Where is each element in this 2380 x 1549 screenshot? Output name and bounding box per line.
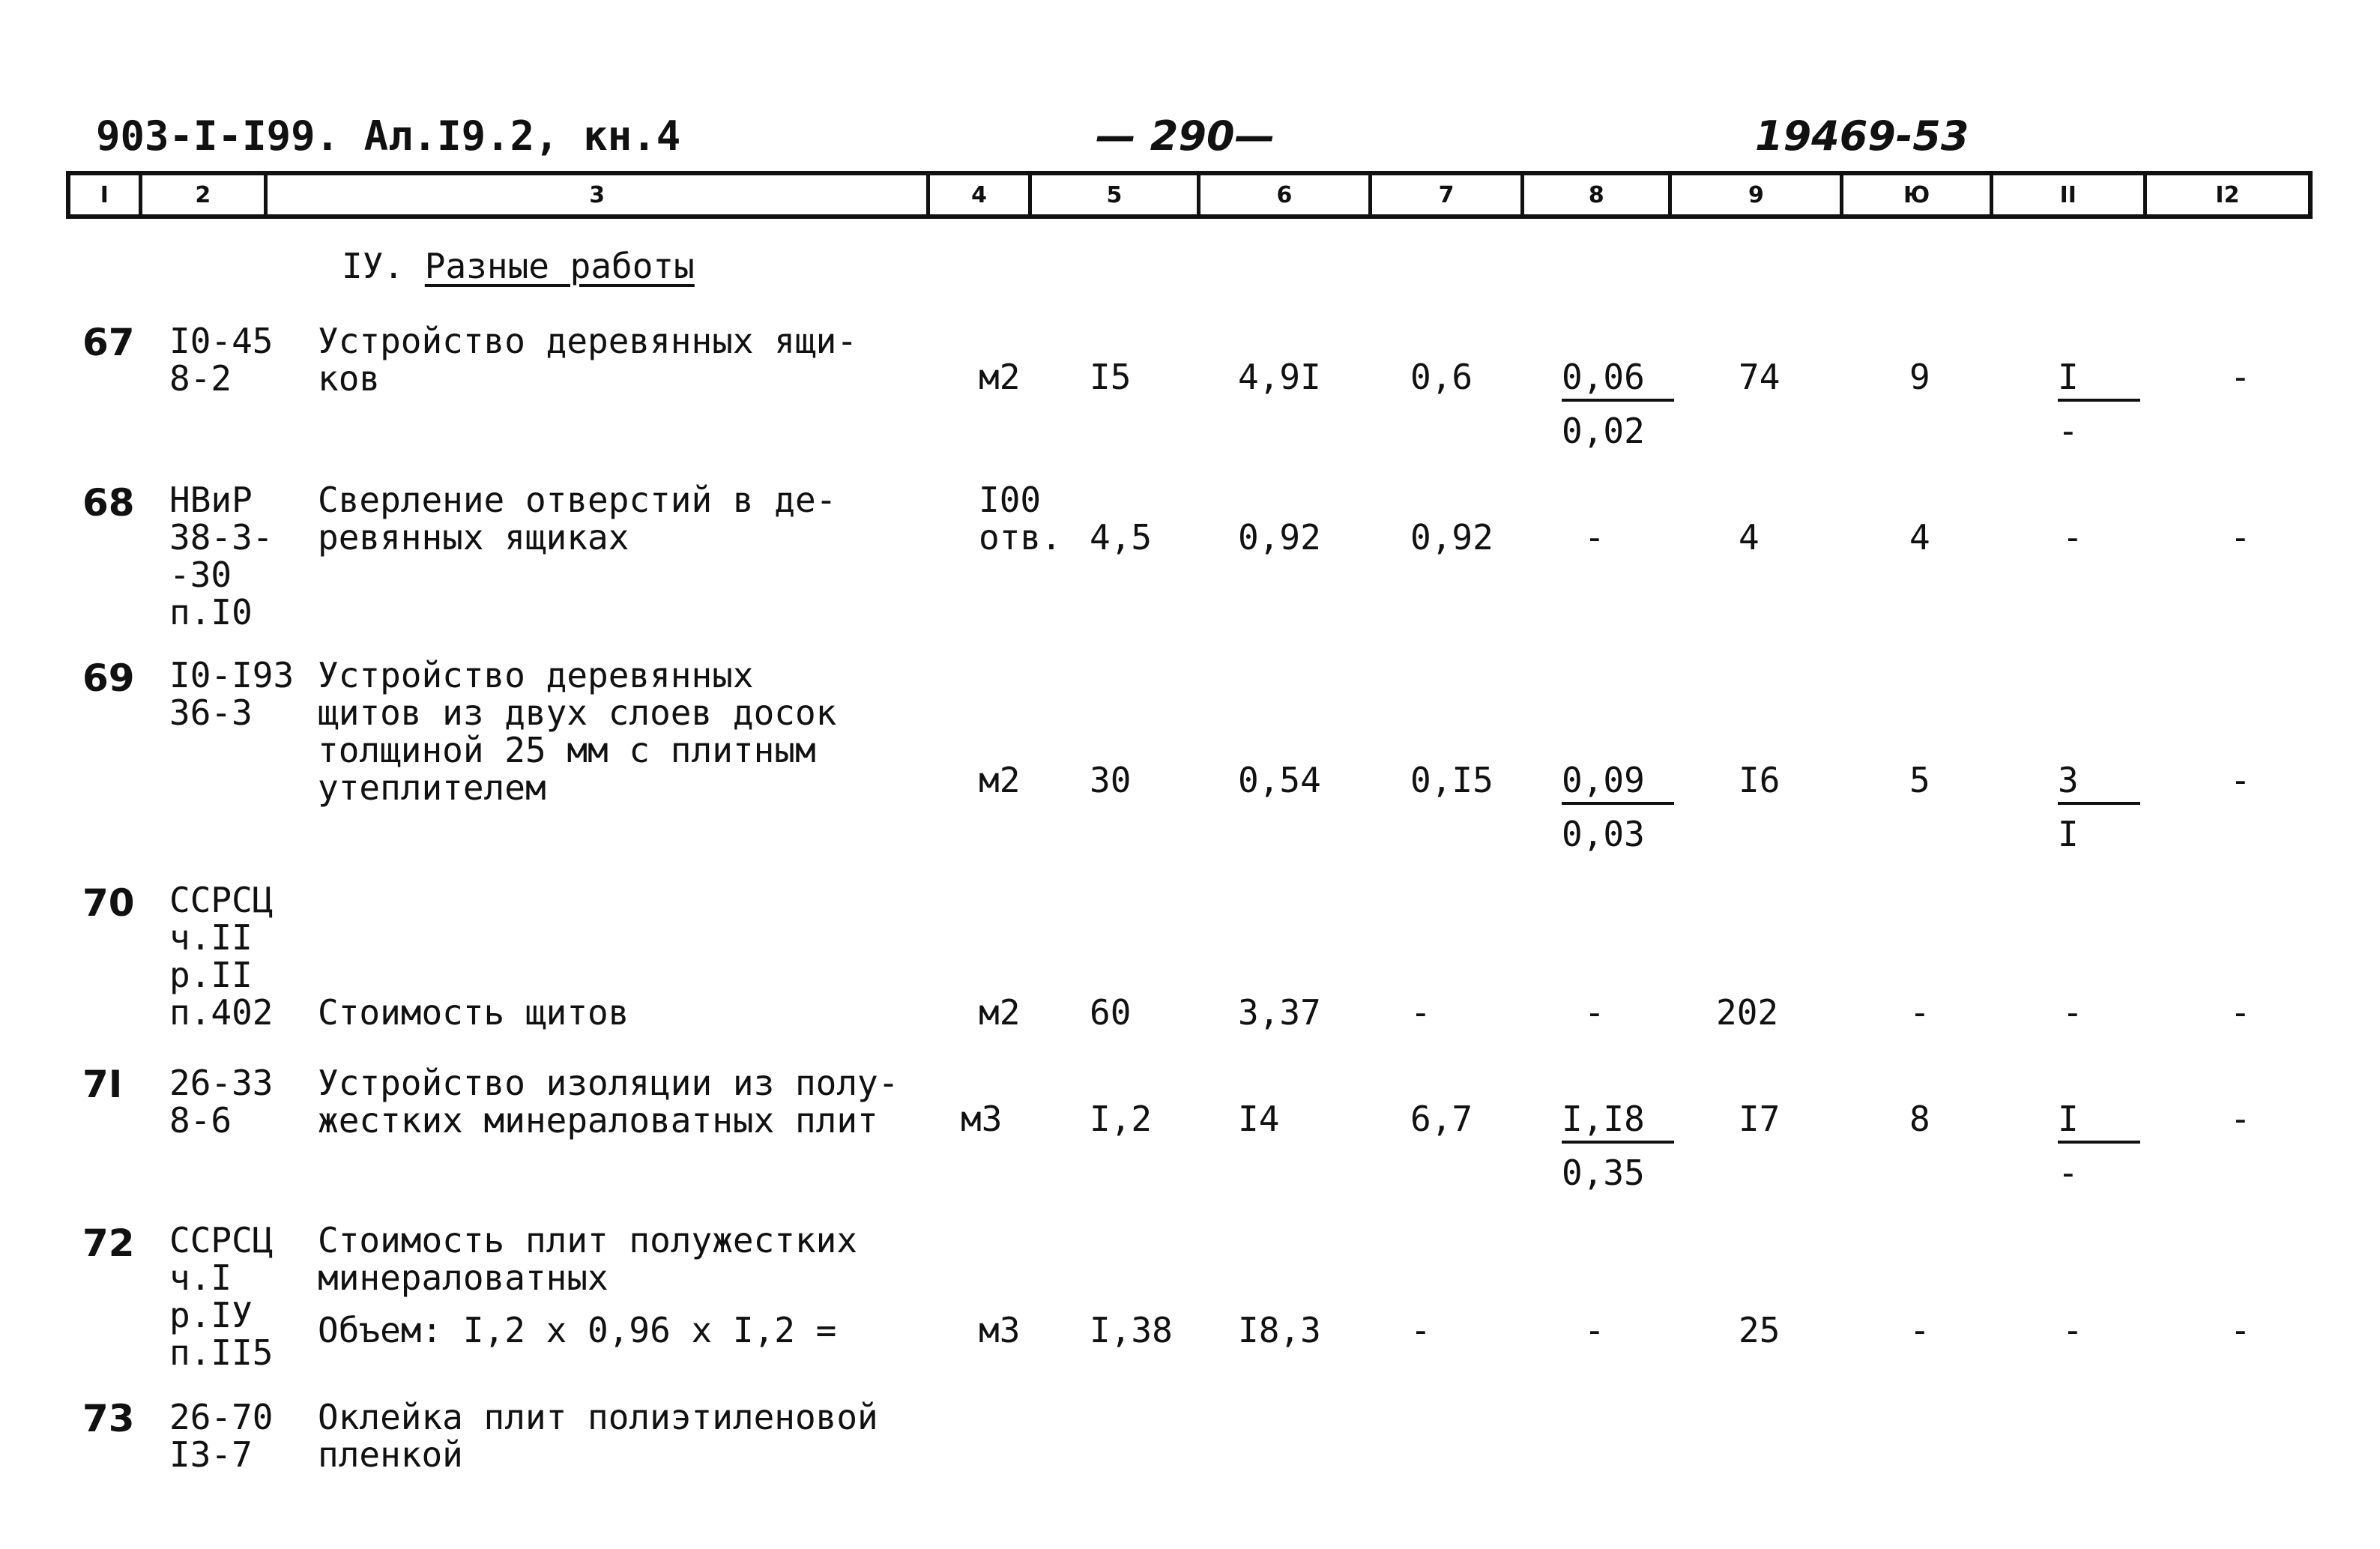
column-11-value: -	[2062, 992, 2083, 1033]
unit-line: отв.	[979, 517, 1062, 558]
column-12-value: -	[2230, 517, 2251, 558]
column-12-value: -	[2230, 357, 2251, 397]
column-11-fraction	[2058, 1100, 2140, 1192]
rate-code-line: I3-7	[169, 1434, 253, 1475]
rate-code	[169, 1398, 273, 1473]
column-10-value: 4	[1909, 517, 1930, 558]
total-cost: 25	[1739, 1310, 1781, 1350]
column-7-value: 0,I5	[1410, 760, 1493, 800]
column-12-value: -	[2230, 992, 2251, 1033]
column-header-10: Ю	[1843, 175, 1993, 214]
rate-code	[169, 322, 273, 397]
quantity: I,2	[1090, 1099, 1153, 1139]
rate-code	[169, 881, 273, 1031]
page-number: — 290—	[1096, 112, 1275, 160]
column-8-value: -	[1584, 992, 1605, 1033]
column-header-2: 2	[142, 175, 268, 214]
quantity: 30	[1090, 760, 1132, 800]
column-10-value: 8	[1909, 1099, 1930, 1139]
column-header-5: 5	[1032, 175, 1200, 214]
description-line: Стоимость плит полужестких	[318, 1220, 858, 1260]
description-line: ков	[318, 358, 381, 399]
unit-cost: 4,9I	[1238, 357, 1321, 397]
column-11-value: -	[2062, 517, 2083, 558]
column-10-value: -	[1909, 1310, 1930, 1350]
rate-code	[169, 1064, 273, 1139]
column-header-3: 3	[268, 175, 930, 214]
work-description: Стоимость щитов	[318, 992, 629, 1033]
column-12-value: -	[2230, 1310, 2251, 1350]
column-11-fraction	[2058, 761, 2140, 853]
column-8-value: -	[1584, 1310, 1605, 1350]
description-line: Сверление отверстий в де-	[318, 480, 837, 520]
column-11-value: -	[2062, 1310, 2083, 1350]
rate-code-line: р.IУ	[169, 1295, 253, 1335]
column-12-value: -	[2230, 1099, 2251, 1139]
rate-code-line: ч.I	[169, 1257, 232, 1298]
column-12-value: -	[2230, 760, 2251, 800]
fraction-denominator: 0,02	[1562, 411, 1645, 451]
column-header-1: I	[70, 175, 142, 214]
work-description	[318, 322, 857, 397]
fraction-numerator: I	[2058, 358, 2140, 402]
rate-code-line: п.402	[169, 992, 274, 1033]
unit	[979, 481, 1062, 556]
rate-code-line: I0-45	[169, 321, 274, 361]
column-7-value: 0,92	[1410, 517, 1493, 558]
unit: м3	[961, 1099, 1003, 1139]
description-line: Устройство изоляции из полу-	[318, 1063, 899, 1103]
unit-cost: 3,37	[1238, 992, 1321, 1033]
column-7-value: -	[1410, 1310, 1431, 1350]
quantity: 4,5	[1090, 517, 1153, 558]
column-number-bar	[66, 171, 2313, 219]
unit-cost: 0,54	[1238, 760, 1321, 800]
work-description	[318, 1222, 857, 1296]
column-8-value: -	[1584, 517, 1605, 558]
column-7-value: 6,7	[1410, 1099, 1473, 1139]
rate-code-line: 8-2	[169, 358, 232, 399]
quantity: I,38	[1090, 1310, 1173, 1350]
document-code	[96, 112, 680, 160]
rate-code-line: НВиР	[169, 480, 253, 520]
rate-code-line: 36-3	[169, 692, 253, 733]
unit: м2	[979, 992, 1021, 1033]
fraction-denominator: I	[2058, 814, 2079, 854]
column-header-9: 9	[1672, 175, 1843, 214]
total-cost: I7	[1739, 1099, 1781, 1139]
rate-code-line: ССРСЦ	[169, 880, 274, 920]
description-line: ревянных ящиках	[318, 517, 629, 558]
quantity: I5	[1090, 357, 1132, 397]
total-cost: 4	[1739, 517, 1760, 558]
rate-code-line: 26-33	[169, 1063, 274, 1103]
unit-cost: 0,92	[1238, 517, 1321, 558]
column-10-value: 5	[1909, 760, 1930, 800]
rate-code	[169, 1222, 273, 1371]
description-line: Устройство деревянных	[318, 655, 754, 695]
fraction-numerator: 0,06	[1562, 358, 1674, 402]
section-heading	[342, 247, 695, 285]
description-line: жестких минераловатных плит	[318, 1100, 878, 1141]
inventory-number: 19469-53	[1755, 112, 1969, 160]
rate-code	[169, 656, 294, 731]
column-11-fraction	[2058, 358, 2140, 450]
fraction-denominator: 0,35	[1562, 1153, 1645, 1193]
fraction-denominator: 0,03	[1562, 814, 1645, 854]
column-8-fraction	[1562, 1100, 1674, 1192]
work-description	[318, 1064, 898, 1139]
volume-formula: Объем: I,2 x 0,96 x I,2 =	[318, 1310, 837, 1350]
total-cost: 74	[1739, 357, 1781, 397]
rate-code-line: р.II	[169, 955, 253, 995]
fraction-numerator: 3	[2058, 761, 2140, 805]
total-cost: 202	[1716, 992, 1779, 1033]
unit: м2	[979, 357, 1021, 397]
column-header-12: I2	[2215, 181, 2240, 208]
rate-code-line: ч.II	[169, 917, 253, 958]
rate-code-line: 8-6	[169, 1100, 232, 1141]
fraction-denominator: -	[2058, 411, 2079, 451]
description-line: щитов из двух слоев досок	[318, 692, 837, 733]
rate-code-line: ССРСЦ	[169, 1220, 274, 1260]
description-line: пленкой	[318, 1434, 463, 1475]
column-10-value: 9	[1909, 357, 1930, 397]
description-line: утеплителем	[318, 767, 546, 808]
description-line: Оклейка плит полиэтиленовой	[318, 1397, 878, 1437]
fraction-numerator: I,I8	[1562, 1100, 1674, 1144]
column-header-11: II	[1993, 175, 2147, 214]
rate-code-line: п.II5	[169, 1332, 274, 1373]
section-title: Разные работы	[424, 246, 695, 286]
unit: м3	[979, 1310, 1021, 1350]
column-10-value: -	[1909, 992, 1930, 1033]
column-7-value: -	[1410, 992, 1431, 1033]
section-number: IУ.	[342, 246, 405, 286]
book-number: , кн.4	[534, 112, 681, 160]
row-number: 73	[82, 1397, 135, 1440]
rate-code	[169, 481, 273, 631]
column-header-4: 4	[930, 175, 1031, 214]
row-number: 69	[82, 656, 135, 700]
work-description	[318, 656, 836, 806]
fraction-numerator: I	[2058, 1100, 2140, 1144]
column-8-fraction	[1562, 761, 1674, 853]
rate-code-line: 38-3-	[169, 517, 274, 558]
row-number: 72	[82, 1222, 135, 1265]
row-number: 67	[82, 321, 135, 364]
row-number: 7I	[82, 1063, 123, 1106]
unit: м2	[979, 760, 1021, 800]
description-line: толщиной 25 мм с плитным	[318, 730, 816, 770]
work-description	[318, 1398, 878, 1473]
total-cost: I6	[1739, 760, 1781, 800]
row-number: 70	[82, 881, 135, 925]
column-header-6: 6	[1200, 175, 1372, 214]
column-header-8: 8	[1524, 175, 1672, 214]
row-number: 68	[82, 481, 135, 525]
rate-code-line: -30	[169, 555, 232, 595]
unit-cost: I8,3	[1238, 1310, 1321, 1350]
unit-cost: I4	[1238, 1099, 1280, 1139]
rate-code-line: I0-I93	[169, 655, 295, 695]
work-description	[318, 481, 836, 556]
description-line: минераловатных	[318, 1257, 608, 1298]
column-header-7: 7	[1372, 175, 1524, 214]
fraction-denominator: -	[2058, 1153, 2079, 1193]
rate-code-line: 26-70	[169, 1397, 274, 1437]
document-code-text: 903-I-I99. Ал.I9.2	[96, 112, 535, 160]
unit-line: I00	[979, 480, 1042, 520]
column-7-value: 0,6	[1410, 357, 1473, 397]
column-8-fraction	[1562, 358, 1674, 450]
rate-code-line: п.I0	[169, 592, 253, 632]
fraction-numerator: 0,09	[1562, 761, 1674, 805]
quantity: 60	[1090, 992, 1132, 1033]
description-line: Устройство деревянных ящи-	[318, 321, 858, 361]
